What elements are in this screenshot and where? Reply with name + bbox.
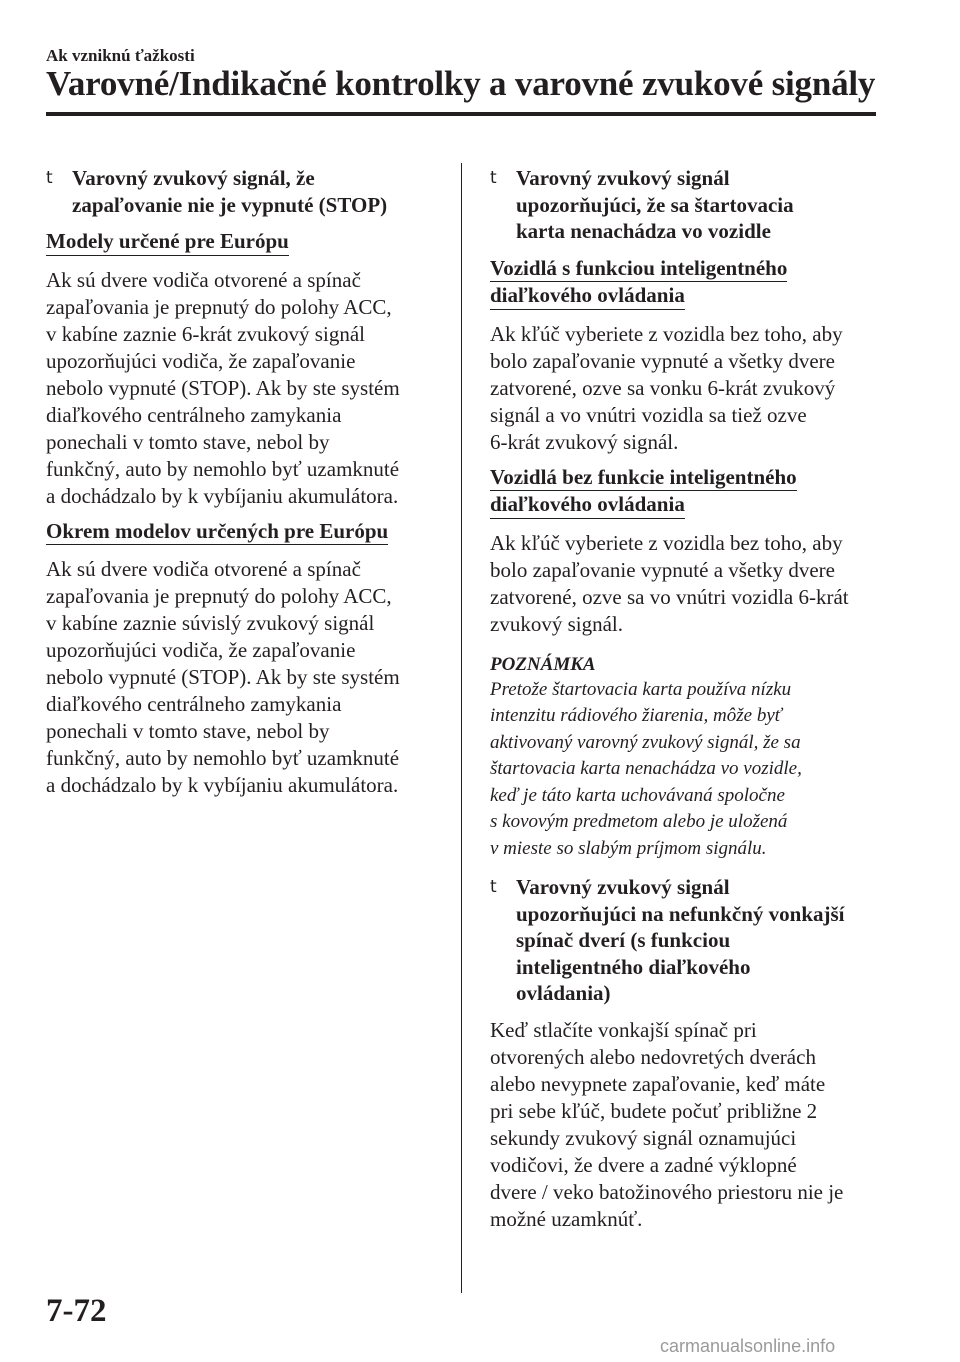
text-line: zatvorené, ozve sa vo vnútri vozidla 6-krát: [490, 584, 849, 609]
text-line: nebolo vypnuté (STOP). Ak by ste systém: [46, 665, 400, 689]
subheading-without-smart-keyless: [490, 464, 797, 519]
heading-line: spínač dverí (s funkciou: [516, 928, 731, 952]
paragraph-outside-switch: [490, 1017, 890, 1233]
text-line: zatvorené, ozve sa vonku 6-krát zvukový: [490, 375, 836, 400]
page-number: 7-72: [46, 1293, 107, 1329]
text-line: diaľkového centrálneho zamykania: [46, 402, 342, 427]
note-line: intenzitu rádiového žiarenia, môže byť: [490, 705, 782, 726]
text-line: zvukový signál.: [490, 611, 623, 636]
text-line: dvere / veko batožinového priestoru nie je: [490, 1179, 844, 1204]
heading-line: zapaľovanie nie je vypnuté (STOP): [72, 192, 388, 217]
subheading-line: Vozidlá s funkciou inteligentného: [490, 255, 787, 283]
heading-line: Varovný zvukový signál: [516, 875, 730, 899]
text-line: v kabíne zaznie súvislý zvukový signál: [46, 611, 375, 635]
heading-line: Varovný zvukový signál, že: [72, 166, 315, 190]
heading-line: upozorňujúci na nefunkčný vonkajší: [516, 901, 845, 926]
text-line: možné uzamknúť.: [490, 1206, 643, 1231]
paragraph-europe: [46, 267, 446, 510]
subheading-europe-models: Modely určené pre Európu: [46, 228, 289, 256]
text-line: nebolo vypnuté (STOP). Ak by ste systém: [46, 375, 400, 400]
heading-line: upozorňujúci, že sa štartovacia: [516, 192, 794, 217]
right-column: [490, 165, 890, 1241]
text-line: vodičovi, že dvere a zadné výklopné: [490, 1152, 797, 1177]
subheading-line: diaľkového ovládania: [490, 491, 685, 519]
text-line: diaľkového centrálneho zamykania: [46, 692, 342, 716]
note-line: Pretože štartovacia karta používa nízku: [490, 678, 792, 700]
text-line: signál a vo vnútri vozidla sa tiež ozve: [490, 402, 807, 427]
text-line: Ak kľúč vyberiete z vozidla bez toho, aby: [490, 530, 843, 555]
note-title: POZNÁMKA: [490, 653, 596, 675]
subheading-with-smart-keyless: [490, 255, 787, 310]
section-heading-card-not-in-vehicle: [490, 165, 890, 245]
text-line: pri sebe kľúč, budete počuť približne 2: [490, 1098, 818, 1123]
heading-line: inteligentného diaľkového: [516, 954, 751, 979]
note-line: keď je táto karta uchovávaná spoločne: [490, 784, 785, 806]
text-line: Ak kľúč vyberiete z vozidla bez toho, aby: [490, 321, 843, 346]
text-line: upozorňujúci vodiča, že zapaľovanie: [46, 348, 356, 373]
subheading-line: Vozidlá bez funkcie inteligentného: [490, 464, 797, 492]
text-line: upozorňujúci vodiča, že zapaľovanie: [46, 638, 356, 662]
heading-line: karta nenachádza vo vozidle: [516, 219, 771, 243]
left-column: [46, 165, 446, 807]
note-text: [490, 677, 890, 863]
column-divider: [461, 163, 462, 1293]
text-line: zapaľovania je prepnutý do polohy ACC,: [46, 584, 392, 608]
paragraph-with-smart-keyless: [490, 321, 890, 456]
note-line: s kovovým predmetom alebo je uložená: [490, 811, 788, 832]
text-line: ponechali v tomto stave, nebol by: [46, 719, 330, 743]
text-line: a dochádzalo by k vybíjaniu akumulátora.: [46, 773, 399, 797]
text-line: Ak sú dvere vodiča otvorené a spínač: [46, 557, 361, 581]
text-line: otvorených alebo nedovretých dverách: [490, 1044, 816, 1069]
bullet-icon: t: [490, 168, 497, 188]
heading-line: ovládania): [516, 981, 611, 1005]
watermark: carmanualsonline.info: [660, 1336, 836, 1356]
subheading-non-europe-models: Okrem modelov určených pre Európu: [46, 518, 388, 546]
text-line: bolo zapaľovanie vypnuté a všetky dvere: [490, 348, 835, 373]
chapter-label: Ak vzniknú ťažkosti: [46, 46, 195, 65]
text-line: funkčný, auto by nemohlo byť uzamknuté: [46, 456, 400, 481]
text-line: sekundy zvukový signál oznamujúci: [490, 1125, 797, 1150]
section-heading-ignition-warning: [46, 165, 446, 218]
header-rule: [46, 112, 876, 116]
note-line: aktivovaný varovný zvukový signál, že sa: [490, 731, 801, 753]
text-line: Keď stlačíte vonkajší spínač pri: [490, 1017, 757, 1042]
text-line: alebo nevypnete zapaľovanie, keď máte: [490, 1071, 826, 1096]
section-heading-outside-switch: [490, 874, 890, 1007]
page-title: Varovné/Indikačné kontrolky a varovné zvukové signály: [46, 64, 876, 103]
text-line: bolo zapaľovanie vypnuté a všetky dvere: [490, 557, 835, 582]
text-line: v kabíne zaznie 6-krát zvukový signál: [46, 321, 365, 346]
note-line: v mieste so slabým príjmom signálu.: [490, 837, 767, 859]
subheading-line: diaľkového ovládania: [490, 282, 685, 310]
text-line: Ak sú dvere vodiča otvorené a spínač: [46, 267, 361, 292]
text-line: zapaľovania je prepnutý do polohy ACC,: [46, 294, 392, 319]
bullet-icon: t: [490, 877, 497, 897]
text-line: ponechali v tomto stave, nebol by: [46, 429, 330, 454]
text-line: a dochádzalo by k vybíjaniu akumulátora.: [46, 483, 399, 508]
paragraph-non-europe: [46, 556, 446, 799]
text-line: funkčný, auto by nemohlo byť uzamknuté: [46, 746, 400, 770]
heading-line: Varovný zvukový signál: [516, 166, 730, 190]
bullet-icon: t: [46, 168, 53, 188]
paragraph-without-smart-keyless: [490, 530, 890, 638]
text-line: 6-krát zvukový signál.: [490, 429, 679, 454]
note-line: štartovacia karta nenachádza vo vozidle,: [490, 758, 802, 779]
